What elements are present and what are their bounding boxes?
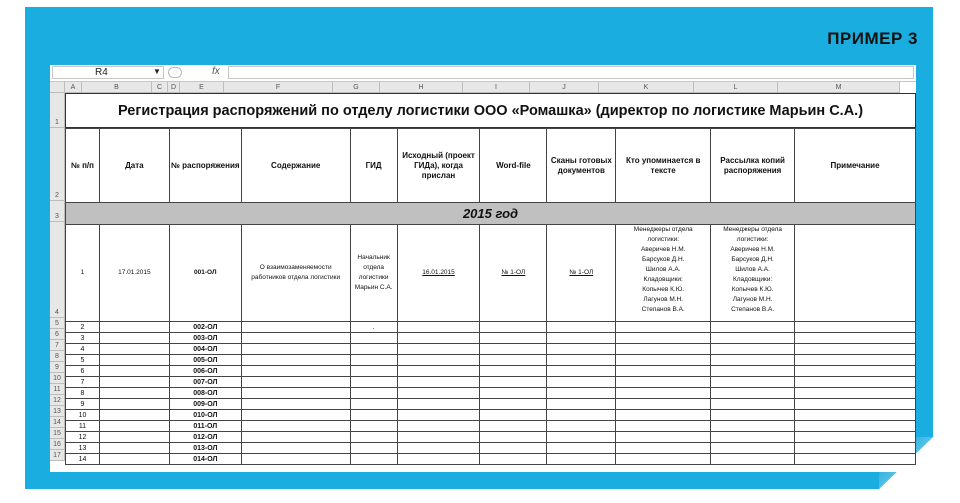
cell[interactable]	[547, 421, 616, 432]
table-row	[66, 377, 916, 388]
cell-order-no[interactable]: 007-ОЛ	[169, 377, 241, 388]
cell[interactable]	[241, 388, 350, 399]
header-cell[interactable]: Рассылка копий распоряжения	[711, 129, 795, 203]
cell-num[interactable]: 8	[66, 388, 100, 399]
table-row	[66, 454, 916, 465]
header-cell[interactable]: Исходный (проект ГИДа), когда прислан	[397, 129, 480, 203]
list-line: Копычев К.Ю.	[731, 286, 774, 293]
row-header-17[interactable]: 17	[50, 450, 65, 461]
cell[interactable]	[616, 443, 711, 454]
column-header-j[interactable]: J	[530, 82, 599, 93]
cell[interactable]	[795, 344, 916, 355]
cell[interactable]	[99, 366, 169, 377]
cell-order-no[interactable]: 010-ОЛ	[169, 410, 241, 421]
cell[interactable]	[397, 421, 480, 432]
cell[interactable]	[547, 333, 616, 344]
cell[interactable]	[397, 388, 480, 399]
example-label: ПРИМЕР 3	[827, 29, 918, 48]
cell[interactable]	[711, 443, 795, 454]
cell-num[interactable]: 1	[66, 225, 100, 322]
list-line: Шилов А.А.	[735, 266, 770, 273]
year-row	[66, 203, 916, 225]
cell[interactable]	[547, 322, 616, 333]
cell-gid[interactable]	[350, 399, 397, 410]
list-line: Менеджеры отдела	[723, 226, 783, 233]
list-line: Степанов В.А.	[641, 306, 685, 313]
cell[interactable]	[547, 432, 616, 443]
cell-num[interactable]: 11	[66, 421, 100, 432]
cell-gid[interactable]	[350, 432, 397, 443]
header-cell[interactable]: Сканы готовых документов	[547, 129, 616, 203]
cell[interactable]	[711, 399, 795, 410]
cell-num[interactable]: 9	[66, 399, 100, 410]
header-cell[interactable]: Word-file	[480, 129, 547, 203]
cell[interactable]	[480, 421, 547, 432]
list-line: логистики:	[647, 236, 680, 243]
cell[interactable]	[711, 421, 795, 432]
cell-gid[interactable]	[350, 377, 397, 388]
cell-order-no[interactable]: 001-ОЛ	[169, 225, 241, 322]
cell[interactable]	[795, 388, 916, 399]
cell-num[interactable]: 3	[66, 333, 100, 344]
cell-gid[interactable]	[350, 355, 397, 366]
cell[interactable]	[795, 443, 916, 454]
row-header-10[interactable]: 10	[50, 373, 65, 384]
column-header-d[interactable]: D	[168, 82, 180, 93]
row-header-15[interactable]: 15	[50, 428, 65, 439]
list-line: логистики:	[736, 236, 769, 243]
cell[interactable]	[711, 388, 795, 399]
cell[interactable]	[241, 322, 350, 333]
row-header-6[interactable]: 6	[50, 329, 65, 340]
cell[interactable]	[480, 333, 547, 344]
cell-order-no[interactable]: 014-ОЛ	[169, 454, 241, 465]
cell-word-file[interactable]	[480, 225, 547, 322]
cell[interactable]	[547, 443, 616, 454]
table-row	[66, 388, 916, 399]
cell[interactable]	[480, 443, 547, 454]
cell-num[interactable]: 6	[66, 366, 100, 377]
cell[interactable]	[480, 410, 547, 421]
header-cell[interactable]: № распоряжения	[169, 129, 241, 203]
column-header-h[interactable]: H	[380, 82, 463, 93]
cell-scans[interactable]	[547, 225, 616, 322]
table-row	[66, 333, 916, 344]
row-header-5[interactable]: 5	[50, 318, 65, 329]
cell[interactable]	[480, 454, 547, 465]
cell[interactable]	[397, 410, 480, 421]
table-row	[66, 399, 916, 410]
cell[interactable]	[616, 388, 711, 399]
header-row	[66, 129, 916, 203]
cell[interactable]	[480, 344, 547, 355]
column-header-m[interactable]: M	[778, 82, 900, 93]
cell[interactable]	[795, 322, 916, 333]
table-row	[66, 443, 916, 454]
cell-order-no[interactable]: 013-ОЛ	[169, 443, 241, 454]
cell-num[interactable]: 5	[66, 355, 100, 366]
cell-order-no[interactable]: 004-ОЛ	[169, 344, 241, 355]
insert-function-button[interactable]: fx	[212, 66, 220, 77]
cell[interactable]	[795, 399, 916, 410]
registry-table	[65, 128, 916, 465]
list-line: Кладовщики:	[732, 276, 773, 283]
formula-input[interactable]	[228, 66, 914, 79]
cell[interactable]	[241, 399, 350, 410]
cell-order-no[interactable]: 006-ОЛ	[169, 366, 241, 377]
cell[interactable]	[795, 410, 916, 421]
cell-num[interactable]: 4	[66, 344, 100, 355]
cell[interactable]	[616, 366, 711, 377]
header-cell[interactable]: ГИД	[350, 129, 397, 203]
cell-date[interactable]: 17.01.2015	[99, 225, 169, 322]
list-line: Копычев К.Ю.	[642, 286, 685, 293]
cell-gid[interactable]: Начальник отдела логистики Марьин С.А.	[350, 225, 397, 322]
cell[interactable]	[547, 399, 616, 410]
cell-gid[interactable]	[350, 410, 397, 421]
name-box[interactable]	[52, 66, 164, 79]
cell[interactable]	[397, 333, 480, 344]
header-cell[interactable]: Примечание	[795, 129, 916, 203]
cell[interactable]	[241, 443, 350, 454]
cell-num[interactable]: 10	[66, 410, 100, 421]
column-header-b[interactable]: B	[82, 82, 152, 93]
select-all-corner[interactable]	[50, 82, 65, 93]
cell[interactable]	[616, 355, 711, 366]
cell[interactable]	[99, 344, 169, 355]
cell-mailing[interactable]	[711, 225, 795, 322]
cell[interactable]	[547, 355, 616, 366]
list-line: Аверичев Н.М.	[640, 246, 686, 253]
cell[interactable]	[397, 443, 480, 454]
cell-gid[interactable]	[350, 333, 397, 344]
header-cell[interactable]: Кто упоминается в тексте	[616, 129, 711, 203]
cell[interactable]	[616, 344, 711, 355]
cell[interactable]	[616, 333, 711, 344]
cell[interactable]	[480, 432, 547, 443]
cell[interactable]	[241, 410, 350, 421]
cancel-formula-icon[interactable]: ◌	[168, 67, 182, 78]
word-file-link[interactable]: № 1-ОЛ	[501, 269, 526, 276]
table-row	[66, 366, 916, 377]
cell[interactable]	[616, 410, 711, 421]
cell[interactable]	[99, 399, 169, 410]
cell[interactable]	[711, 366, 795, 377]
cell[interactable]	[711, 410, 795, 421]
cell[interactable]	[397, 377, 480, 388]
cell[interactable]	[711, 322, 795, 333]
cell[interactable]	[795, 421, 916, 432]
row-header-16[interactable]: 16	[50, 439, 65, 450]
scans-link[interactable]: № 1-ОЛ	[569, 269, 594, 276]
column-header-l[interactable]: L	[694, 82, 778, 93]
cell[interactable]	[241, 432, 350, 443]
cell[interactable]	[547, 344, 616, 355]
spreadsheet	[50, 65, 916, 472]
cell-gid[interactable]	[350, 344, 397, 355]
cell-reference: R4	[95, 67, 108, 78]
cell-order-no[interactable]: 008-ОЛ	[169, 388, 241, 399]
header-cell[interactable]: Содержание	[241, 129, 350, 203]
cell-num[interactable]: 13	[66, 443, 100, 454]
cell[interactable]	[711, 432, 795, 443]
cell[interactable]	[99, 443, 169, 454]
cell[interactable]	[241, 333, 350, 344]
cell[interactable]	[99, 421, 169, 432]
chevron-down-icon[interactable]: ▼	[153, 67, 161, 76]
row-header-8[interactable]: 8	[50, 351, 65, 362]
cell[interactable]	[397, 344, 480, 355]
cell-notes[interactable]	[795, 225, 916, 322]
cell-order-no[interactable]: 005-ОЛ	[169, 355, 241, 366]
cell[interactable]	[99, 410, 169, 421]
cell-gid[interactable]	[350, 388, 397, 399]
cell[interactable]	[711, 333, 795, 344]
row-header-13[interactable]: 13	[50, 406, 65, 417]
cell-order-no[interactable]: 012-ОЛ	[169, 432, 241, 443]
cell[interactable]	[547, 410, 616, 421]
column-header-c[interactable]: C	[152, 82, 168, 93]
cell-content[interactable]: О взаимозаменяемости работников отдела логистики	[241, 225, 350, 322]
cell-num[interactable]: 2	[66, 322, 100, 333]
column-header-i[interactable]: I	[463, 82, 530, 93]
cell[interactable]	[480, 377, 547, 388]
cell[interactable]	[547, 388, 616, 399]
cell[interactable]	[99, 454, 169, 465]
cell-gid[interactable]: .	[350, 322, 397, 333]
row-header-4[interactable]: 4	[50, 222, 65, 318]
table-row	[66, 432, 916, 443]
header-cell[interactable]: Дата	[99, 129, 169, 203]
cell[interactable]	[795, 355, 916, 366]
row-header-14[interactable]: 14	[50, 417, 65, 428]
cell[interactable]	[547, 366, 616, 377]
header-cell[interactable]: № п/п	[66, 129, 100, 203]
cell[interactable]	[241, 377, 350, 388]
cell[interactable]	[711, 355, 795, 366]
cell[interactable]	[711, 454, 795, 465]
cell[interactable]	[397, 432, 480, 443]
table-row	[66, 421, 916, 432]
cell[interactable]	[711, 377, 795, 388]
cell[interactable]	[241, 421, 350, 432]
cell[interactable]	[480, 399, 547, 410]
column-header-e[interactable]: E	[180, 82, 224, 93]
cell-gid[interactable]	[350, 443, 397, 454]
cell[interactable]	[397, 355, 480, 366]
cell[interactable]	[99, 355, 169, 366]
cell[interactable]	[397, 454, 480, 465]
cell[interactable]	[397, 322, 480, 333]
cell[interactable]	[397, 399, 480, 410]
cell[interactable]	[547, 454, 616, 465]
cell[interactable]	[795, 432, 916, 443]
cell[interactable]	[795, 333, 916, 344]
column-header-g[interactable]: G	[333, 82, 380, 93]
formula-controls	[166, 66, 226, 79]
cell[interactable]	[711, 344, 795, 355]
cell[interactable]	[241, 355, 350, 366]
cell[interactable]	[99, 322, 169, 333]
cell-gid[interactable]	[350, 366, 397, 377]
cell[interactable]	[616, 421, 711, 432]
cell[interactable]	[241, 366, 350, 377]
row-header-12[interactable]: 12	[50, 395, 65, 406]
year-cell[interactable]: 2015 год	[66, 203, 916, 225]
cell-gid[interactable]	[350, 454, 397, 465]
cell[interactable]	[795, 366, 916, 377]
list-line: Лагунов М.Н.	[643, 296, 684, 303]
row-header-9[interactable]: 9	[50, 362, 65, 373]
cell[interactable]	[480, 388, 547, 399]
cell[interactable]	[480, 322, 547, 333]
list-line: Кладовщики:	[643, 276, 683, 283]
row-header-3[interactable]: 3	[50, 201, 65, 222]
cell-order-no[interactable]: 002-ОЛ	[169, 322, 241, 333]
list-line: Степанов В.А.	[731, 306, 775, 313]
cell-order-no[interactable]: 011-ОЛ	[169, 421, 241, 432]
sheet-title[interactable]: Регистрация распоряжений по отделу логистики ООО «Ромашка» (директор по логистике Марьин С.А.)	[65, 93, 916, 128]
list-line: Аверичев Н.М.	[730, 246, 775, 253]
cell-gid[interactable]	[350, 421, 397, 432]
cell[interactable]	[99, 333, 169, 344]
table-row	[66, 410, 916, 421]
cell-num[interactable]: 12	[66, 432, 100, 443]
row-header-1[interactable]: 1	[50, 93, 65, 128]
cell[interactable]	[480, 355, 547, 366]
cell[interactable]	[99, 377, 169, 388]
table-row	[66, 355, 916, 366]
cell[interactable]	[241, 344, 350, 355]
cell[interactable]	[616, 399, 711, 410]
row-header-2[interactable]: 2	[50, 128, 65, 201]
cell[interactable]	[241, 454, 350, 465]
cell-mentioned[interactable]	[616, 225, 711, 322]
cell-num[interactable]: 14	[66, 454, 100, 465]
cell[interactable]	[99, 388, 169, 399]
cell[interactable]	[795, 454, 916, 465]
column-header-f[interactable]: F	[224, 82, 333, 93]
cell[interactable]	[547, 377, 616, 388]
list-line: Барсуков Д.Н.	[731, 256, 774, 263]
list-line: Барсуков Д.Н.	[641, 256, 685, 263]
cell[interactable]	[616, 377, 711, 388]
cell-order-no[interactable]: 009-ОЛ	[169, 399, 241, 410]
cell-source-date[interactable]	[397, 225, 480, 322]
row-header-11[interactable]: 11	[50, 384, 65, 395]
cell[interactable]	[616, 432, 711, 443]
cell-order-no[interactable]: 003-ОЛ	[169, 333, 241, 344]
cell[interactable]	[480, 366, 547, 377]
list-line: Менеджеры отдела	[633, 226, 693, 233]
column-header-k[interactable]: K	[599, 82, 694, 93]
table-row	[66, 322, 916, 333]
cell-num[interactable]: 7	[66, 377, 100, 388]
table-row	[66, 225, 916, 322]
cell[interactable]	[795, 377, 916, 388]
list-line: Лагунов М.Н.	[732, 296, 773, 303]
cell[interactable]	[397, 366, 480, 377]
formula-bar	[50, 65, 916, 82]
source-date-link[interactable]: 16.01.2015	[422, 269, 455, 276]
list-line: Шилов А.А.	[645, 266, 681, 273]
cell[interactable]	[616, 454, 711, 465]
row-header-7[interactable]: 7	[50, 340, 65, 351]
cell[interactable]	[99, 432, 169, 443]
cell[interactable]	[616, 322, 711, 333]
table-row	[66, 344, 916, 355]
column-header-a[interactable]: A	[65, 82, 82, 93]
